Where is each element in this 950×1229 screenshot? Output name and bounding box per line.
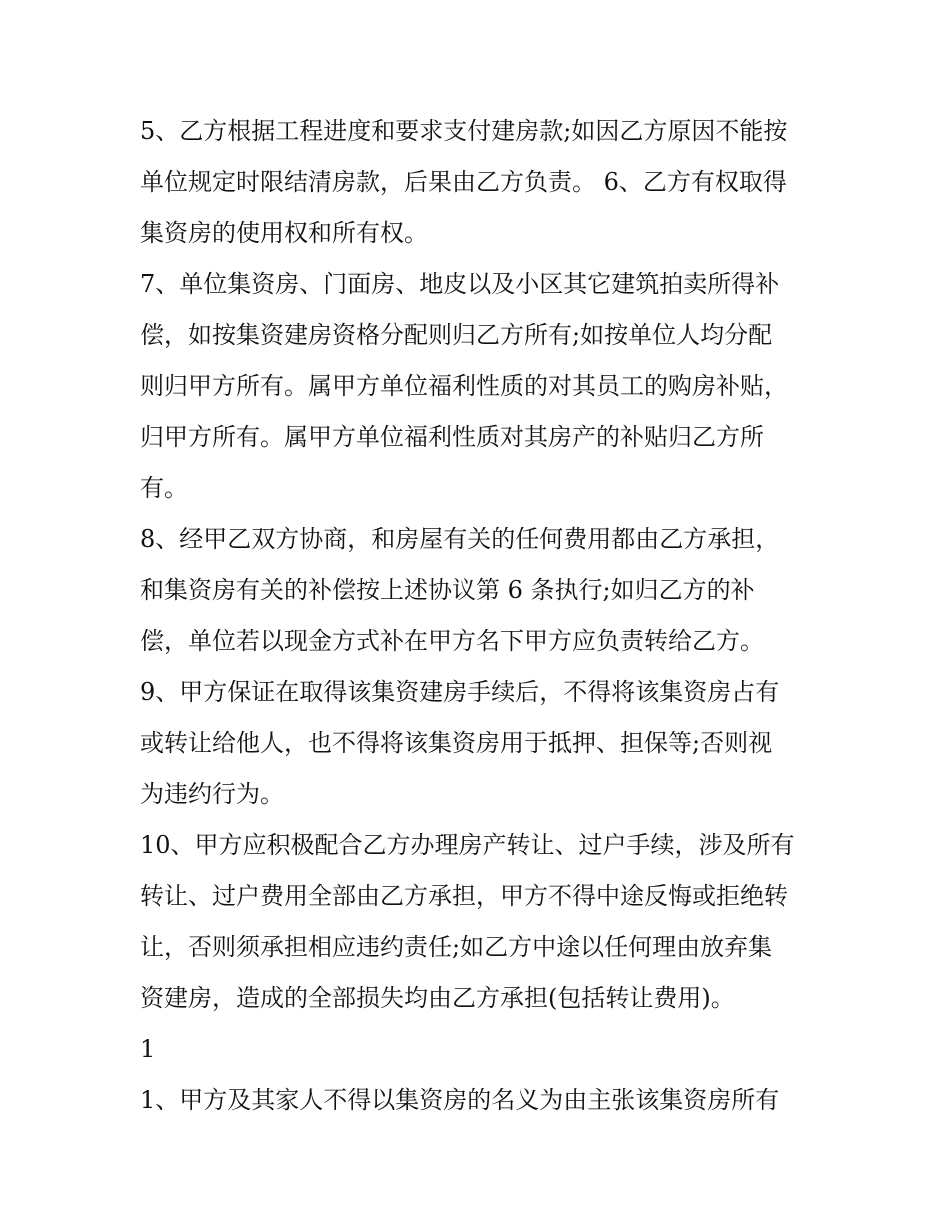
text-line: 集资房的使用权和所有权。: [140, 219, 428, 247]
text-line: 8、经甲乙双方协商，和房屋有关的任何费用都由乙方承担，: [140, 525, 780, 553]
text-line: 或转让给他人，也不得将该集资房用于抵押、担保等;否则视: [140, 729, 773, 757]
text-line: 让，否则须承担相应违约责任;如乙方中途以任何理由放弃集: [140, 933, 773, 961]
text-line: 偿，单位若以现金方式补在甲方名下甲方应负责转给乙方。: [140, 627, 764, 655]
text-line: 有。: [140, 474, 188, 502]
text-line: 9、甲方保证在取得该集资建房手续后，不得将该集资房占有: [140, 678, 780, 706]
text-line: 和集资房有关的补偿按上述协议第 6 条执行;如归乙方的补: [140, 576, 755, 604]
text-line: 归甲方所有。属甲方单位福利性质对其房产的补贴归乙方所: [140, 423, 764, 451]
text-line: 资建房，造成的全部损失均由乙方承担(包括转让费用)。: [140, 984, 735, 1012]
text-line: 则归甲方所有。属甲方单位福利性质的对其员工的购房补贴，: [140, 372, 788, 400]
text-line: 为违约行为。: [140, 780, 284, 808]
text-line: 转让、过户费用全部由乙方承担，甲方不得中途反悔或拒绝转: [140, 882, 788, 910]
page-number: 1: [140, 1035, 156, 1063]
text-line: 10、甲方应积极配合乙方办理房产转让、过户手续，涉及所有: [140, 831, 795, 859]
text-line: 7、单位集资房、门面房、地皮以及小区其它建筑拍卖所得补: [140, 270, 780, 298]
text-line: 5、乙方根据工程进度和要求支付建房款;如因乙方原因不能按: [140, 117, 788, 145]
text-line: 偿，如按集资建房资格分配则归乙方所有;如按单位人均分配: [140, 321, 773, 349]
document-body: [140, 106, 830, 1126]
text-line: 1、甲方及其家人不得以集资房的名义为由主张该集资房所有: [140, 1086, 780, 1114]
text-line: 单位规定时限结清房款，后果由乙方负责。 6、乙方有权取得: [140, 168, 787, 196]
